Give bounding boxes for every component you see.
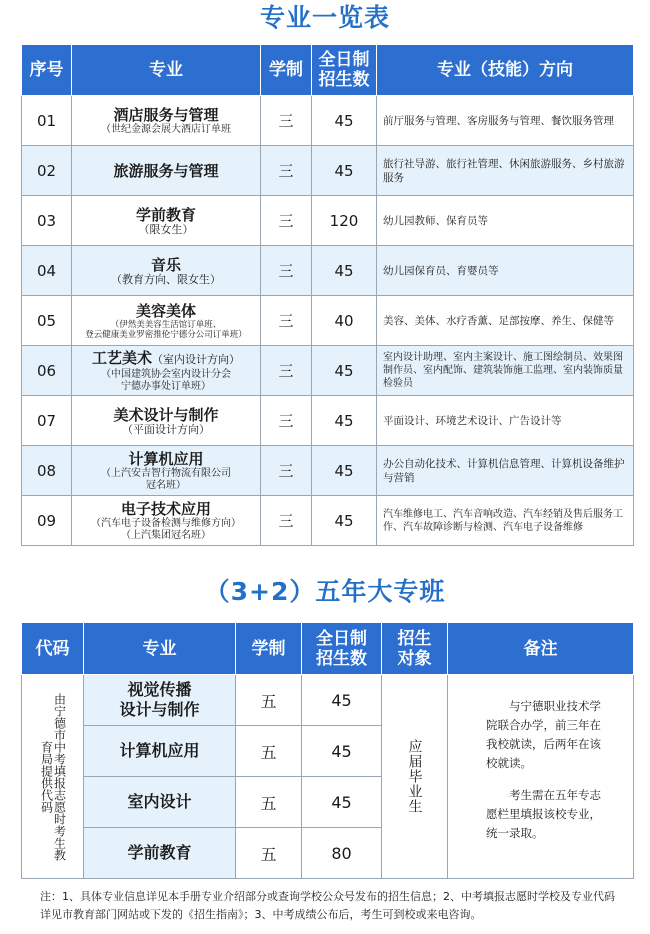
major-cell bbox=[72, 146, 261, 196]
major-name: 音乐 bbox=[150, 255, 181, 274]
years-cell: 三 bbox=[261, 246, 312, 296]
major-cell bbox=[72, 296, 261, 346]
target-text: 应届毕业生 bbox=[406, 739, 423, 814]
major-cell bbox=[72, 396, 261, 446]
years-cell: 三 bbox=[261, 96, 312, 146]
years-cell: 三 bbox=[261, 346, 312, 396]
table-row bbox=[22, 346, 634, 396]
major-name: 室内设计 bbox=[84, 777, 236, 828]
notes-cell bbox=[448, 675, 634, 879]
target-cell bbox=[382, 675, 448, 879]
header-major: 专业 bbox=[72, 45, 261, 96]
major-name-note: （室内设计方向） bbox=[152, 352, 240, 366]
years-cell: 三 bbox=[261, 296, 312, 346]
years-cell: 三 bbox=[261, 146, 312, 196]
five-year-table bbox=[21, 622, 634, 879]
count-cell: 45 bbox=[312, 396, 377, 446]
table-row bbox=[22, 146, 634, 196]
major-name: 学前教育 bbox=[135, 205, 196, 224]
major-cell bbox=[72, 96, 261, 146]
footer-note: 注：1、具体专业信息详见本手册专业介绍部分或查询学校公众号发布的招生信息；2、中考填报志愿时学校及专业代码详见市教育部门网站或下发的《招生指南》；3、中考成绩公布后，考生可到校或来电咨询。 bbox=[40, 890, 615, 921]
major-name: 工艺美术 bbox=[91, 348, 152, 367]
direction-cell: 室内设计助理、室内主案设计、施工图绘制员、效果图制作员、室内配饰、建筑装饰施工监理、室内装饰质量检验员 bbox=[377, 346, 634, 396]
major-name: 旅游服务与管理 bbox=[113, 161, 219, 180]
table-header-row bbox=[22, 623, 634, 675]
row-number: 01 bbox=[22, 96, 72, 146]
years-cell: 五 bbox=[236, 675, 302, 726]
header-count: 全日制 招生数 bbox=[302, 623, 382, 675]
count-cell: 45 bbox=[312, 96, 377, 146]
major-cell bbox=[72, 346, 261, 396]
major-subtitle: （世纪金源会展大酒店订单班 bbox=[101, 123, 231, 135]
table-row bbox=[22, 96, 634, 146]
table-row bbox=[22, 296, 634, 346]
major-cell bbox=[72, 496, 261, 546]
code-text: 由宁德市中考填报志愿时考生教育局提供代码 bbox=[39, 692, 67, 861]
count-cell: 45 bbox=[302, 726, 382, 777]
major-subtitle: （上汽安吉智行物流有限公司 冠名班） bbox=[101, 467, 231, 491]
count-cell: 45 bbox=[302, 675, 382, 726]
count-cell: 80 bbox=[302, 828, 382, 879]
direction-cell: 美容、美体、水疗香薰、足部按摩、养生、保健等 bbox=[377, 296, 634, 346]
direction-cell: 办公自动化技术、计算机信息管理、计算机设备维护与营销 bbox=[377, 446, 634, 496]
years-cell: 五 bbox=[236, 777, 302, 828]
row-number: 05 bbox=[22, 296, 72, 346]
major-name: 美容美体 bbox=[135, 301, 196, 320]
direction-cell: 幼儿园保育员、育婴员等 bbox=[377, 246, 634, 296]
years-cell: 五 bbox=[236, 726, 302, 777]
years-cell: 三 bbox=[261, 196, 312, 246]
row-number: 07 bbox=[22, 396, 72, 446]
major-name: 电子技术应用 bbox=[120, 499, 211, 518]
years-cell: 五 bbox=[236, 828, 302, 879]
major-name: 酒店服务与管理 bbox=[113, 105, 219, 124]
table-header-row bbox=[22, 45, 634, 96]
count-cell: 45 bbox=[302, 777, 382, 828]
page-title-five-year: （3+2）五年大专班 bbox=[204, 577, 446, 606]
header-years: 学制 bbox=[261, 45, 312, 96]
count-cell: 45 bbox=[312, 496, 377, 546]
major-cell bbox=[72, 196, 261, 246]
header-years: 学制 bbox=[236, 623, 302, 675]
count-cell: 45 bbox=[312, 146, 377, 196]
major-name: 计算机应用 bbox=[84, 726, 236, 777]
major-name: 视觉传播 设计与制作 bbox=[84, 675, 236, 726]
table-row bbox=[22, 675, 634, 726]
header-count: 全日制 招生数 bbox=[312, 45, 377, 96]
major-subtitle: （中国建筑协会室内设计分会 宁德办事处订单班） bbox=[101, 368, 231, 392]
note-paragraph-2: 考生需在五年专志愿栏里填报该校专业，统一录取。 bbox=[486, 788, 601, 840]
code-cell bbox=[22, 675, 84, 879]
major-subtitle: （伊然美美容生活馆订单班、 登云健康美业罗密推伦宁德分公司订单班） bbox=[85, 319, 247, 340]
row-number: 06 bbox=[22, 346, 72, 396]
header-notes: 备注 bbox=[448, 623, 634, 675]
major-cell bbox=[72, 446, 261, 496]
header-target: 招生 对象 bbox=[382, 623, 448, 675]
row-number: 04 bbox=[22, 246, 72, 296]
major-name: 计算机应用 bbox=[128, 449, 204, 468]
major-subtitle: （教育方向、限女生） bbox=[111, 272, 221, 286]
major-subtitle: （汽车电子设备检测与维修方向） （上汽集团冠名班） bbox=[91, 517, 241, 541]
years-cell: 三 bbox=[261, 396, 312, 446]
note-paragraph-1: 与宁德职业技术学院联合办学，前三年在我校就读，后两年在该校就读。 bbox=[486, 699, 601, 770]
direction-cell: 前厅服务与管理、客房服务与管理、餐饮服务管理 bbox=[377, 96, 634, 146]
table-row bbox=[22, 446, 634, 496]
major-name-row bbox=[72, 349, 260, 369]
major-name: 美术设计与制作 bbox=[113, 405, 219, 424]
row-number: 02 bbox=[22, 146, 72, 196]
count-cell: 40 bbox=[312, 296, 377, 346]
table-row bbox=[22, 396, 634, 446]
major-cell bbox=[72, 246, 261, 296]
years-cell: 三 bbox=[261, 446, 312, 496]
header-seq: 序号 bbox=[22, 45, 72, 96]
header-direction: 专业（技能）方向 bbox=[377, 45, 634, 96]
page-title-majors: 专业一览表 bbox=[259, 3, 390, 32]
row-number: 09 bbox=[22, 496, 72, 546]
major-name: 学前教育 bbox=[84, 828, 236, 879]
major-subtitle: （限女生） bbox=[138, 222, 194, 236]
direction-cell: 汽车维修电工、汽车音响改造、汽车经销及售后服务工作、汽车故障诊断与检测、汽车电子设备维修 bbox=[377, 496, 634, 546]
row-number: 03 bbox=[22, 196, 72, 246]
count-cell: 45 bbox=[312, 246, 377, 296]
count-cell: 120 bbox=[312, 196, 377, 246]
years-cell: 三 bbox=[261, 496, 312, 546]
table-row bbox=[22, 246, 634, 296]
major-subtitle: （平面设计方向） bbox=[122, 422, 210, 436]
direction-cell: 幼儿园教师、保育员等 bbox=[377, 196, 634, 246]
table-row bbox=[22, 496, 634, 546]
count-cell: 45 bbox=[312, 446, 377, 496]
header-major: 专业 bbox=[84, 623, 236, 675]
direction-cell: 平面设计、环境艺术设计、广告设计等 bbox=[377, 396, 634, 446]
header-code: 代码 bbox=[22, 623, 84, 675]
majors-table bbox=[21, 44, 634, 546]
direction-cell: 旅行社导游、旅行社管理、休闲旅游服务、乡村旅游服务 bbox=[377, 146, 634, 196]
row-number: 08 bbox=[22, 446, 72, 496]
table-row bbox=[22, 196, 634, 246]
count-cell: 45 bbox=[312, 346, 377, 396]
